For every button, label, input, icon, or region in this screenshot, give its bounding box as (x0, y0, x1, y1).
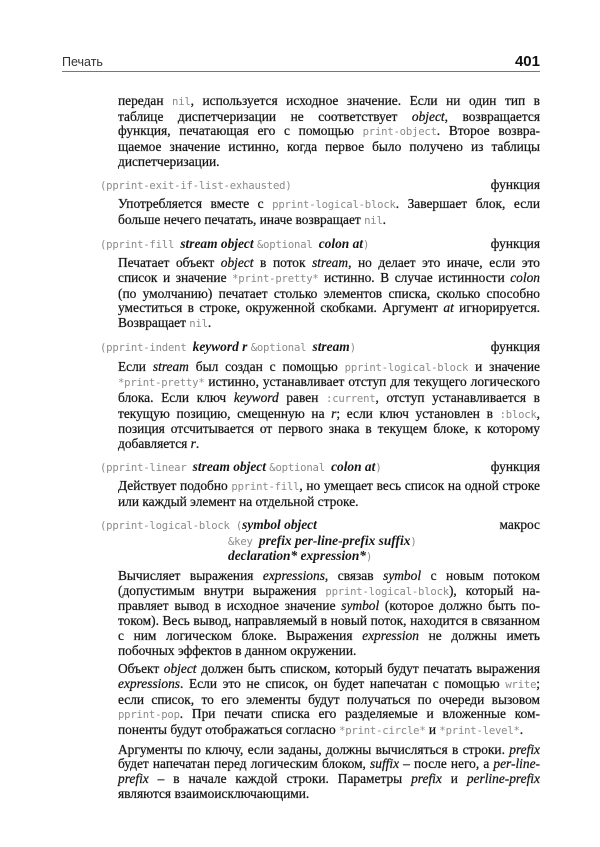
text-span: – после него, а (399, 756, 494, 772)
code-span: (pprint-exit-if-list-exhausted) (100, 179, 292, 192)
code-span: ) (375, 461, 382, 474)
signature-line (100, 178, 540, 194)
code-span: pprint-logical-block (344, 361, 469, 374)
paragraph (118, 197, 540, 228)
text-span: . Если это не список, он будет напечатан с помощью (179, 675, 506, 691)
text-span: равен (278, 389, 327, 405)
text-span: был создан с помощью (188, 358, 345, 374)
text-span: (которое должно быть потоком). Весь вывод, направляемый в новый поток, находится в связанном с ним логическом блоке. Выражения (118, 598, 540, 643)
text-span: , но делает это иначе, если это список и значение (118, 255, 540, 286)
text-span: Объект (118, 661, 164, 677)
text-span: не должны иметь побочных эффектов в данном окружении. (118, 627, 541, 658)
section-title: Печать (62, 55, 103, 69)
text-span: . (382, 211, 386, 227)
text-span: , позиция отсчитывается от первого знака в текущем блоке, к которому добавляется (118, 405, 540, 452)
emphasis-span: expression (362, 627, 419, 643)
emphasis-span: prefix (411, 771, 442, 787)
code-span: :current (326, 392, 376, 405)
emphasis-span: object (163, 661, 197, 677)
text-span: будет напечатан перед логическим блоком, (118, 756, 371, 772)
text-span: передан (118, 93, 173, 108)
definition-kind: функция (490, 235, 540, 251)
text-span: , возвращается функция, печатающая его с помощью (118, 108, 540, 139)
emphasis-span: stream (312, 338, 350, 354)
emphasis-span: colon at (331, 458, 376, 474)
code-span: &optional (250, 341, 313, 354)
emphasis-span: symbol (341, 598, 380, 614)
text-span: и (441, 771, 467, 787)
text-span: ), который направляет вывод в исходное значение (118, 582, 540, 614)
code-span: pprint-fill (231, 481, 300, 494)
text-span: истинно. В случае истинности (318, 270, 511, 286)
definition-signature (100, 460, 540, 476)
emphasis-span: keyword (233, 389, 279, 405)
code-span: nil (364, 214, 383, 227)
code-span: (pprint-linear (100, 461, 193, 474)
paragraph (118, 360, 540, 452)
text-span: Если (118, 358, 153, 374)
emphasis-span: suffix (370, 756, 400, 772)
text-span: . Второе возвращаемое значение истинно, когда первое было получено из таблицы диспетчеризации. (118, 123, 540, 169)
code-span: :block (499, 408, 537, 421)
code-span: pprint-pop (118, 709, 180, 722)
emphasis-span: expressions (118, 675, 180, 691)
paragraph (118, 662, 540, 739)
code-span: (pprint-fill (100, 238, 181, 251)
emphasis-span: expressions (262, 567, 325, 583)
text-span: игнорируется. Возвращает (118, 300, 540, 331)
text-span: и значение (468, 358, 540, 374)
code-span: *print-level* (439, 725, 520, 738)
text-span: Действует подобно (118, 478, 232, 494)
emphasis-span: symbol object (242, 516, 317, 532)
page-number: 401 (514, 53, 540, 70)
definition-signature (100, 340, 540, 356)
paragraph (118, 256, 540, 332)
text-span: и (425, 722, 440, 738)
text-span: , используется исходное значение. Если ни один тип в таблице диспетчеризации не соответствует (118, 93, 541, 124)
text-span: должен быть списком, который будут печатать выражения (196, 661, 540, 677)
text-span: Вычисляет выражения (118, 567, 263, 583)
emphasis-span: object (411, 108, 445, 124)
text-span: . (195, 436, 200, 452)
running-header (62, 54, 540, 72)
paragraph (118, 743, 540, 802)
definition-kind: функция (490, 176, 540, 192)
text-span: истинно, устанавливает отступ для текущего логического блока. Если ключ (118, 374, 540, 405)
text-span: Употребляется вместе с (118, 196, 273, 212)
text-span: . При печати списка его разделяемые и вложенные компоненты будут отображаться согласно (118, 706, 540, 738)
emphasis-span: r (190, 436, 196, 452)
paragraph (118, 94, 540, 170)
emphasis-span: colon (510, 270, 540, 286)
code-span: (pprint-logical-block ( (100, 519, 243, 532)
text-span: в поток (253, 255, 313, 271)
emphasis-span: r (331, 405, 337, 421)
signature-line (100, 340, 540, 356)
paragraph (118, 479, 540, 509)
paragraph (118, 569, 540, 658)
text-span: . (519, 722, 524, 738)
text-span: , связав (324, 567, 384, 583)
signature-line (100, 237, 540, 253)
text-span: , но умещает весь список на одной строке или каждый элемент на отдельной строке. (118, 478, 540, 510)
code-span: &key (228, 535, 259, 548)
definition-signature (100, 237, 540, 253)
code-span: print-object (362, 126, 437, 139)
text-span: ; если список, то его элементы будут получаться по очереди вызовом (118, 675, 540, 707)
code-span: ) (363, 238, 370, 251)
code-span: pprint-logical-block (325, 585, 449, 598)
definition-kind: макрос (499, 516, 540, 532)
definition-signature (100, 518, 540, 565)
emphasis-span: stream (312, 255, 349, 271)
text-span: с новым потоком (допустимым внутри выражения (118, 567, 540, 598)
definition-signature (100, 178, 540, 194)
page-body (100, 94, 540, 806)
text-span: – в начале каждой строки. Параметры (148, 771, 412, 787)
emphasis-span: stream object (192, 458, 270, 474)
emphasis-span: symbol (383, 567, 422, 583)
emphasis-span: stream (152, 358, 189, 374)
emphasis-span: object (220, 255, 254, 271)
text-span: являются взаимоисключающими. (118, 785, 310, 801)
signature-line (100, 460, 540, 476)
text-span: Печатает объект (118, 255, 221, 271)
code-span: ) (349, 341, 356, 354)
definition-kind: функция (490, 458, 540, 474)
emphasis-span: prefix per-line-prefix suffix (258, 532, 411, 548)
emphasis-span: declaration* expression* (228, 548, 366, 564)
emphasis-span: at (443, 300, 454, 316)
emphasis-span: perline-prefix (466, 771, 540, 787)
code-span: nil (172, 96, 191, 108)
text-span: , отступ устанавливается в текущую позицию, смещенную на (118, 389, 540, 421)
emphasis-span: colon at (318, 235, 363, 251)
signature-line (100, 534, 540, 550)
code-span: pprint-logical-block (272, 199, 396, 212)
text-span: Аргументы по ключу, если заданы, должны вычисляться в строки. (118, 741, 510, 757)
code-span: *print-circle* (339, 725, 426, 738)
text-span: . (207, 315, 212, 331)
code-span: &optional (256, 238, 319, 251)
code-span: ) (410, 535, 417, 548)
code-span: write (505, 678, 537, 691)
code-span: ) (366, 551, 373, 564)
text-span: . Завершает блок, если больше нечего печатать, иначе возвращает (118, 196, 540, 227)
emphasis-span: keyword r (192, 338, 251, 354)
emphasis-span: per-line-prefix (118, 756, 540, 787)
signature-line (100, 518, 540, 534)
code-span: (pprint-indent (100, 341, 193, 354)
text-span: ; если ключ установлен в (336, 405, 500, 421)
code-span: *print-pretty* (118, 377, 205, 390)
emphasis-span: prefix (509, 741, 540, 757)
code-span: *print-pretty* (232, 273, 319, 286)
signature-line (100, 549, 540, 565)
emphasis-span: stream object (180, 235, 257, 251)
code-span: &optional (269, 461, 332, 474)
definition-kind: функция (490, 338, 540, 354)
code-span: nil (189, 318, 208, 331)
text-span: (по умолчанию) печатает столько элементов списка, сколько способно уместиться в строке, окруженной скобками. Аргумент (118, 285, 540, 316)
